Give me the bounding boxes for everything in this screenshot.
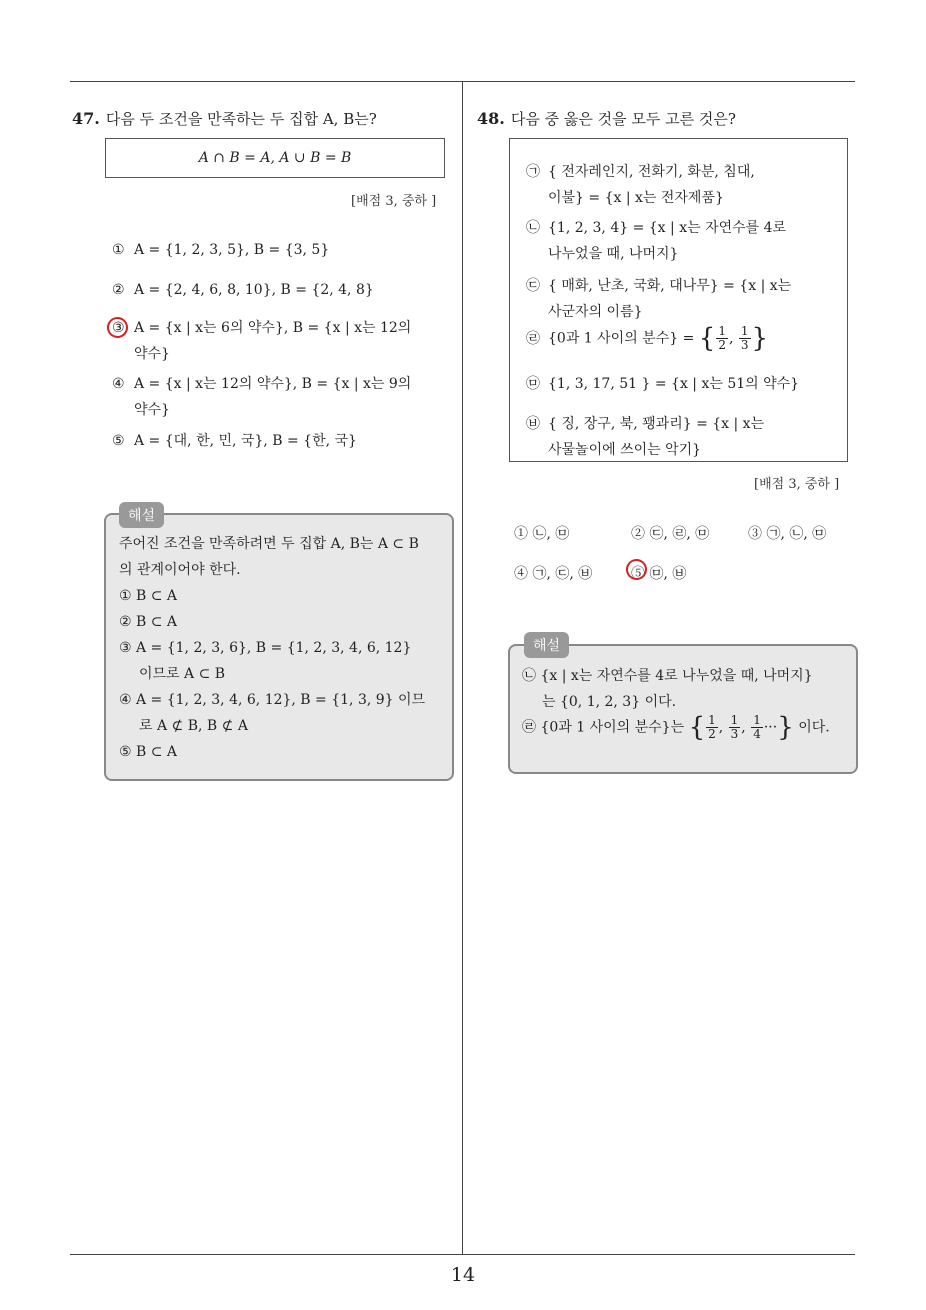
q48-choice-4[interactable]: ④ ㉠, ㉢, ㉥ bbox=[514, 566, 593, 582]
option-text: A = {2, 4, 6, 8, 10}, B = {2, 4, 8} bbox=[134, 282, 374, 298]
fraction: $\frac{1}{3}$ bbox=[730, 713, 739, 741]
q48-number: 48. bbox=[477, 109, 505, 128]
left-brace: { bbox=[688, 712, 706, 743]
option-text-line2: 약수} bbox=[134, 346, 170, 362]
q48-solution-line3: ㉣ {0과 1 사이의 분수}는 { $\frac{1}{2}$ , $\frac{1}{3}$ , $\frac{1}{4}$ ···} 이다. bbox=[522, 712, 830, 743]
option-mark: ④ bbox=[112, 376, 125, 392]
q48-choice-3[interactable]: ③ ㉠, ㉡, ㉤ bbox=[748, 526, 827, 542]
item-text: {0과 1 사이의 분수} = bbox=[548, 330, 695, 347]
q47-option-4[interactable] bbox=[112, 371, 422, 423]
q47-score: [배점 3, 중하 ] bbox=[351, 194, 437, 209]
q47-number: 47. bbox=[72, 109, 100, 128]
option-text-line1: A = {x | x는 12의 약수}, B = {x | x는 9의 bbox=[134, 376, 412, 392]
bottom-rule bbox=[70, 1254, 855, 1255]
item-mark: ㉤ bbox=[526, 376, 540, 392]
q48-statement-box bbox=[509, 138, 848, 462]
q47-solution-line: 이므로 A ⊂ B bbox=[139, 666, 226, 682]
option-text-line1: A = {x | x는 6의 약수}, B = {x | x는 12의 bbox=[134, 320, 412, 336]
q48-item-3 bbox=[526, 273, 836, 325]
q47-solution-line: ④ A = {1, 2, 3, 4, 6, 12}, B = {1, 3, 9} 이므 bbox=[119, 692, 426, 708]
q48-item-2 bbox=[526, 215, 836, 267]
q47-solution-line: 의 관계이어야 한다. bbox=[119, 562, 241, 578]
q48-item-6 bbox=[526, 411, 836, 463]
q47-solution-line: 로 A ⊄ B, B ⊄ A bbox=[139, 718, 248, 734]
option-mark: ③ bbox=[112, 320, 125, 336]
item-line2: 나누었을 때, 나머지} bbox=[548, 246, 679, 262]
fraction: $\frac{1}{4}$ bbox=[753, 713, 761, 741]
q47-solution-line: ① B ⊂ A bbox=[119, 588, 178, 604]
q47-solution-tab: 해설 bbox=[119, 502, 164, 528]
q48-item-4: ㉣ {0과 1 사이의 분수} = { $\frac{1}{2}$ , $\frac{1}{3}$ } bbox=[526, 323, 769, 354]
right-brace: } bbox=[751, 323, 769, 354]
q47-option-2[interactable] bbox=[112, 277, 374, 303]
item-line1: { 징, 장구, 북, 꽹과리} = {x | x는 bbox=[548, 416, 765, 432]
item-line2: 이불} = {x | x는 전자제품} bbox=[548, 190, 724, 206]
item-mark: ㉣ bbox=[526, 330, 540, 347]
option-text: A = {대, 한, 민, 국}, B = {한, 국} bbox=[134, 433, 357, 449]
option-text: A = {1, 2, 3, 5}, B = {3, 5} bbox=[134, 242, 330, 258]
q47-title bbox=[72, 108, 377, 129]
q47-solution-line: ② B ⊂ A bbox=[119, 614, 178, 630]
q48-choice-5[interactable]: ⑤ ㉤, ㉥ bbox=[631, 566, 687, 582]
item-line2: 사군자의 이름} bbox=[548, 304, 643, 320]
item-mark: ㉠ bbox=[526, 164, 540, 180]
q48-title-text: 다음 중 옳은 것을 모두 고른 것은? bbox=[510, 110, 736, 128]
q48-choice-2[interactable]: ② ㉢, ㉣, ㉤ bbox=[631, 526, 710, 542]
item-line1: {1, 2, 3, 4} = {x | x는 자연수를 4로 bbox=[548, 220, 787, 236]
q48-item-1 bbox=[526, 159, 836, 211]
q48-solution-line: 는 {0, 1, 2, 3} 이다. bbox=[542, 694, 677, 710]
page-number: 14 bbox=[450, 1264, 476, 1286]
item-line2: 사물놀이에 쓰이는 악기} bbox=[548, 442, 702, 458]
left-brace: { bbox=[698, 323, 716, 354]
q48-score: [배점 3, 중하 ] bbox=[754, 477, 840, 492]
right-brace: } bbox=[777, 712, 794, 743]
item-mark: ㉥ bbox=[526, 416, 540, 432]
item-mark: ㉢ bbox=[526, 278, 540, 294]
item-line1: { 전자레인지, 전화기, 화분, 침대, bbox=[548, 164, 755, 180]
option-text-line2: 약수} bbox=[134, 402, 170, 418]
option-mark: ② bbox=[112, 282, 125, 298]
fraction: $\frac{1}{2}$ bbox=[718, 324, 726, 352]
q47-solution-line: ⑤ B ⊂ A bbox=[119, 744, 178, 760]
fraction: $\frac{1}{3}$ bbox=[740, 324, 749, 352]
q47-option-5[interactable] bbox=[112, 428, 357, 454]
q47-option-1[interactable] bbox=[112, 237, 329, 263]
q47-solution-line: 주어진 조건을 만족하려면 두 집합 A, B는 A ⊂ B bbox=[119, 536, 419, 552]
q47-solution-line: ③ A = {1, 2, 3, 6}, B = {1, 2, 3, 4, 6, 12} bbox=[119, 640, 412, 656]
option-mark: ⑤ bbox=[112, 433, 125, 449]
item-mark: ㉡ bbox=[526, 220, 540, 236]
q47-title-text: 다음 두 조건을 만족하는 두 집합 A, B는? bbox=[105, 110, 377, 128]
fraction: $\frac{1}{2}$ bbox=[708, 713, 716, 741]
q48-solution-line: ㉡ {x | x는 자연수를 4로 나누었을 때, 나머지} bbox=[522, 668, 813, 684]
item-text: {1, 3, 17, 51 } = {x | x는 51의 약수} bbox=[548, 376, 800, 392]
option-mark: ① bbox=[112, 242, 125, 258]
q48-choice-1[interactable]: ① ㉡, ㉤ bbox=[514, 526, 570, 542]
q48-item-5 bbox=[526, 371, 836, 397]
column-divider bbox=[462, 81, 463, 1255]
q48-title bbox=[477, 108, 736, 129]
q47-condition: A ∩ B = A, A ∪ B = B bbox=[198, 150, 352, 166]
item-line1: { 매화, 난초, 국화, 대나무} = {x | x는 bbox=[548, 278, 792, 294]
q47-condition-box bbox=[105, 138, 445, 178]
q48-solution-tab: 해설 bbox=[524, 632, 569, 658]
q47-option-3[interactable] bbox=[112, 315, 422, 367]
